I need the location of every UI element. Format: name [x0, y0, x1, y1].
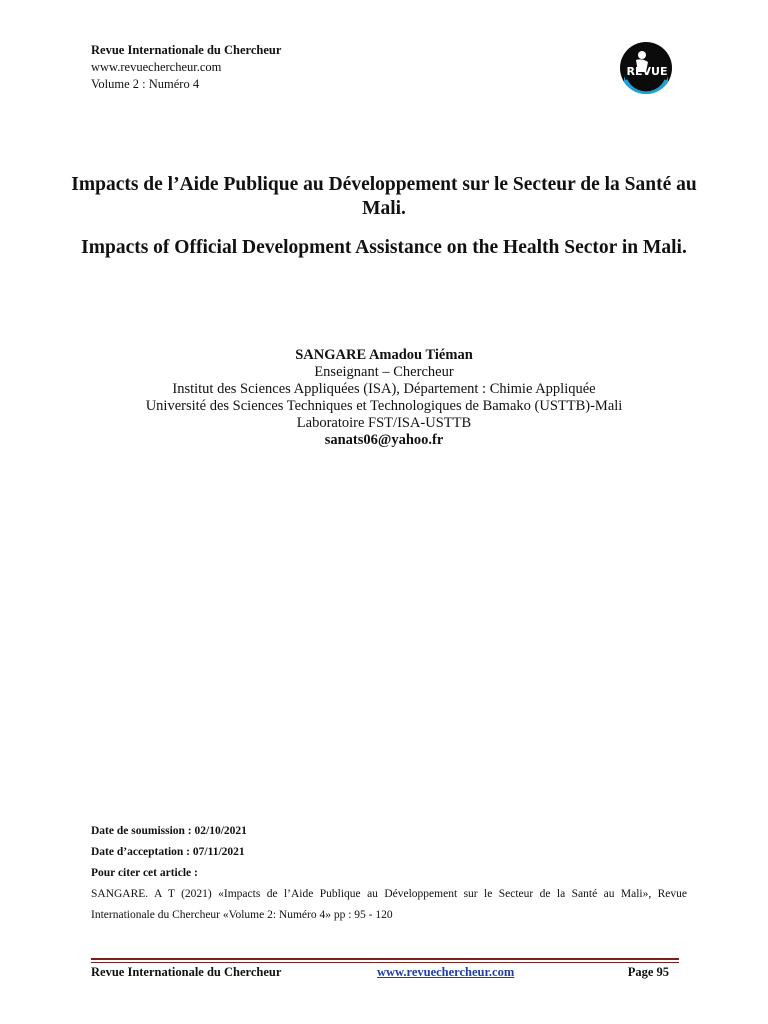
- footer-journal-name: Revue Internationale du Chercheur: [91, 965, 282, 979]
- author-name: SANGARE Amadou Tiéman: [295, 347, 473, 363]
- author-institute: Institut des Sciences Appliquées (ISA), Département : Chimie Appliquée: [172, 381, 596, 397]
- logo-text: REVUE: [626, 65, 668, 78]
- header-journal-name: Revue Internationale du Chercheur: [91, 43, 282, 57]
- article-title-french: Impacts de l’Aide Publique au Développement sur le Secteur de la Santé au Mali.: [71, 174, 697, 219]
- citation-text: SANGARE. A T (2021) «Impacts de l’Aide Publique au Développement sur le Secteur de la Santé au Mali», Revue Internationale du Chercheur «Volume 2: Numéro 4» pp : 95 - 120: [91, 888, 687, 921]
- header-volume-issue: Volume 2 : Numéro 4: [91, 77, 200, 91]
- cite-label: Pour citer cet article :: [91, 867, 198, 879]
- submission-date: Date de soumission : 02/10/2021: [91, 825, 247, 837]
- author-email: sanats06@yahoo.fr: [324, 432, 444, 448]
- author-lab: Laboratoire FST/ISA-USTTB: [296, 415, 472, 431]
- submission-info: [91, 821, 687, 926]
- footer-journal-link[interactable]: www.revuechercheur.com: [377, 965, 515, 979]
- page-number: Page 95: [627, 965, 669, 979]
- footer-rule-thin: [91, 962, 679, 963]
- author-role: Enseignant – Chercheur: [314, 364, 454, 380]
- article-title-english: Impacts of Official Development Assistance on the Health Sector in Mali.: [81, 237, 687, 258]
- author-info: [60, 347, 708, 449]
- running-header: [91, 42, 281, 93]
- footer-rule-thick: [91, 958, 679, 960]
- acceptance-date: Date d’acceptation : 07/11/2021: [91, 846, 245, 858]
- journal-logo: [620, 42, 672, 94]
- footer-rule: [91, 958, 679, 964]
- author-university: Université des Sciences Techniques et Technologiques de Bamako (USTTB)-Mali: [145, 398, 623, 414]
- header-journal-url: www.revuechercheur.com: [91, 60, 222, 74]
- journal-logo-icon: [620, 42, 672, 94]
